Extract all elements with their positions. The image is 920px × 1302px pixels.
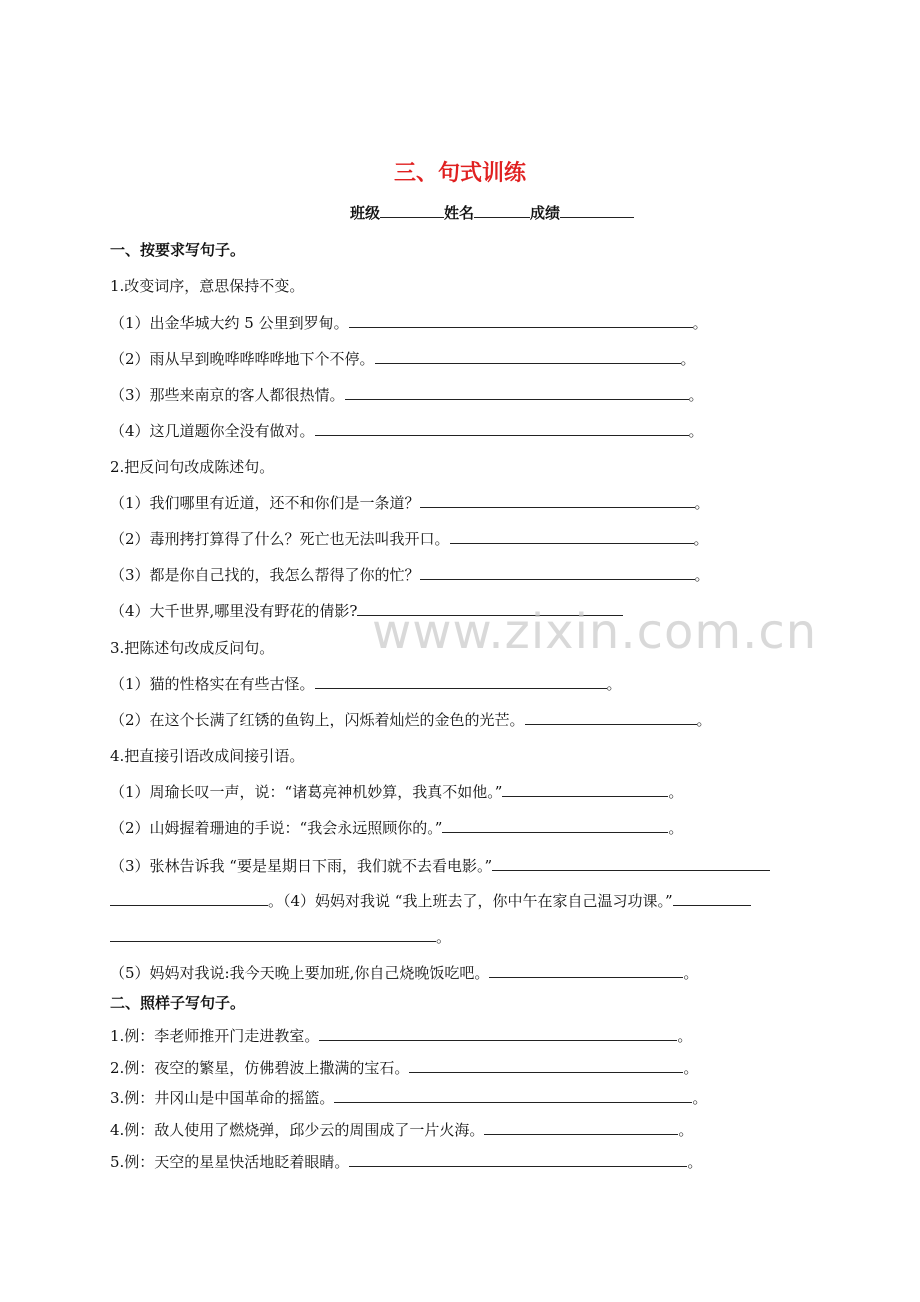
question-item: （1）我们哪里有近道，还不和你们是一条道？ 。 — [110, 494, 710, 512]
answer-blank[interactable] — [450, 529, 694, 544]
answer-blank[interactable] — [673, 891, 751, 906]
watermark: www.zixin.com.cn — [372, 604, 818, 660]
answer-blank[interactable] — [525, 710, 697, 725]
answer-blank[interactable] — [349, 1152, 687, 1167]
question-item: （2）毒刑拷打算得了什么？死亡也无法叫我开口。 。 — [110, 530, 709, 548]
question-item: （3）张林告诉我 “要是星期日下雨，我们就不去看电影。” — [110, 856, 770, 876]
page-title: 三、句式训练 — [393, 161, 526, 186]
question-item: （3）那些来南京的客人都很热情。 。 — [110, 386, 704, 404]
answer-blank[interactable] — [345, 385, 689, 400]
question-item: （1）猫的性格实在有些古怪。 。 — [110, 675, 622, 693]
score-blank[interactable] — [560, 203, 634, 218]
answer-blank[interactable] — [484, 1120, 678, 1135]
answer-blank[interactable] — [442, 818, 668, 833]
answer-blank[interactable] — [334, 1088, 692, 1103]
question-item: 。（4）妈妈对我说 “我上班去了，你中午在家自己温习功课。” — [110, 891, 751, 911]
question-item: （4）大千世界,哪里没有野花的倩影? — [110, 601, 623, 621]
section-heading-1: 一、按要求写句子。 — [110, 241, 246, 259]
answer-blank[interactable] — [420, 493, 695, 508]
answer-blank[interactable] — [502, 782, 668, 797]
question-item: （2）雨从早到晚哗哗哗哗地下个不停。 。 — [110, 350, 696, 368]
example-item: 1.例：李老师推开门走进教室。 。 — [110, 1027, 693, 1045]
question-item: （2）山姆握着珊迪的手说：“我会永远照顾你的。” 。 — [110, 819, 684, 837]
answer-blank[interactable] — [319, 1026, 677, 1041]
answer-blank[interactable] — [315, 674, 607, 689]
question-item: （1）周瑜长叹一声，说：“诸葛亮神机妙算，我真不如他。” 。 — [110, 783, 684, 801]
answer-blank[interactable] — [375, 349, 681, 364]
answer-blank[interactable] — [110, 891, 268, 906]
question-item: （5）妈妈对我说:我今天晚上要加班,你自己烧晚饭吃吧。 。 — [110, 964, 699, 982]
question-item: （1）出金华城大约 5 公里到罗甸。 。 — [110, 314, 708, 332]
example-item: 4.例：敌人使用了燃烧弹，邱少云的周围成了一片火海。 。 — [110, 1121, 694, 1139]
question-prompt-3: 3.把陈述句改成反问句。 — [110, 639, 275, 657]
name-label: 姓名 — [444, 204, 475, 222]
answer-blank[interactable] — [492, 856, 770, 871]
question-prompt-1: 1.改变词序，意思保持不变。 — [110, 277, 305, 295]
answer-continuation: 。 — [110, 927, 451, 947]
score-label: 成绩 — [530, 204, 561, 222]
answer-blank[interactable] — [420, 565, 695, 580]
example-item: 3.例：井冈山是中国革命的摇篮。 。 — [110, 1089, 708, 1107]
example-item: 2.例：夜空的繁星，仿佛碧波上撒满的宝石。 。 — [110, 1059, 699, 1077]
question-prompt-4: 4.把直接引语改成间接引语。 — [110, 747, 305, 765]
answer-blank[interactable] — [110, 927, 436, 942]
class-label: 班级 — [350, 204, 381, 222]
class-blank[interactable] — [380, 203, 444, 218]
name-blank[interactable] — [474, 203, 530, 218]
question-item: （4）这几道题你全没有做对。 。 — [110, 422, 704, 440]
answer-blank[interactable] — [315, 421, 689, 436]
answer-blank[interactable] — [409, 1058, 683, 1073]
student-info-row — [350, 202, 634, 223]
question-item: （2）在这个长满了红锈的鱼钩上，闪烁着灿烂的金色的光芒。 。 — [110, 711, 712, 729]
section-heading-2: 二、照样子写句子。 — [110, 994, 246, 1012]
answer-blank[interactable] — [349, 313, 693, 328]
question-prompt-2: 2.把反问句改成陈述句。 — [110, 458, 275, 476]
answer-blank[interactable] — [489, 963, 683, 978]
example-item: 5.例：天空的星星快活地眨着眼睛。 。 — [110, 1153, 703, 1171]
question-item: （3）都是你自己找的，我怎么帮得了你的忙？ 。 — [110, 566, 710, 584]
